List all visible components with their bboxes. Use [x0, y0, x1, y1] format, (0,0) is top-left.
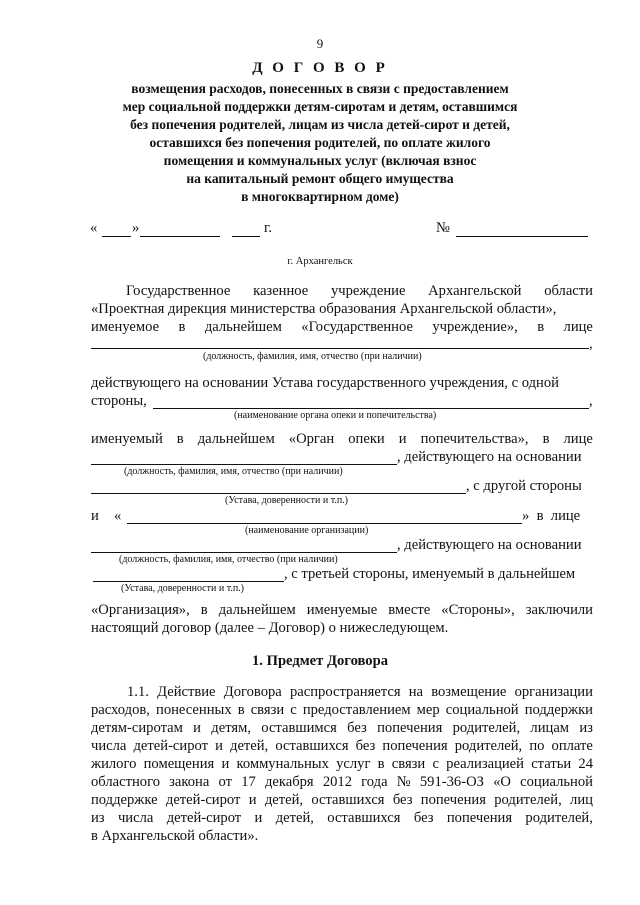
word: Архангельской: [428, 283, 522, 299]
word: жилого: [91, 756, 137, 772]
caption-position-name-3: (должность, фамилия, имя, отчество (при наличии): [119, 554, 338, 565]
word: родителей,: [525, 810, 593, 826]
word: без: [355, 738, 376, 754]
paragraph-line: [91, 319, 593, 336]
word: казенное: [253, 283, 309, 299]
word: связи: [391, 756, 426, 772]
word: детям-сиротам: [91, 720, 183, 736]
word: помещения: [143, 756, 215, 772]
paragraph-text: и: [91, 508, 99, 524]
position-name-blank-3[interactable]: [91, 552, 397, 553]
word: детей,: [264, 792, 304, 808]
word: из: [579, 720, 593, 736]
word: связи: [250, 702, 285, 718]
word: опеки: [348, 431, 385, 447]
word: именуемый: [91, 431, 163, 447]
word: детей-сирот: [166, 810, 242, 826]
word: в: [237, 702, 245, 718]
word: без: [392, 792, 413, 808]
section-title: 1. Предмет Договора: [252, 653, 388, 669]
word: поддержке: [91, 792, 158, 808]
clause-line: [91, 810, 593, 827]
word: родителей,: [454, 738, 523, 754]
word: услуг: [336, 756, 371, 772]
caption-charter: (Устава, доверенности и т.п.): [225, 495, 348, 506]
word: №: [396, 774, 411, 790]
word: 1.1.: [127, 684, 149, 700]
word: «О: [493, 774, 511, 790]
word: закона: [169, 774, 210, 790]
word: «Государственное: [301, 319, 413, 335]
word: в: [542, 431, 550, 447]
subtitle-line: возмещения расходов, понесенных в связи с предоставлением: [131, 81, 509, 96]
word: «Организация»,: [91, 602, 190, 618]
word: предоставлением: [302, 702, 411, 718]
word: попечительства»,: [420, 431, 529, 447]
word: учреждение»,: [432, 319, 518, 335]
word: именуемое: [91, 319, 160, 335]
word: года: [361, 774, 388, 790]
word: реализацией: [446, 756, 524, 772]
word: родителей,: [452, 720, 521, 736]
word: в: [200, 602, 208, 618]
clause-line: [127, 684, 593, 701]
comma: ,: [589, 336, 593, 352]
organization-blank[interactable]: [127, 523, 522, 524]
word: лиц: [570, 792, 593, 808]
word: дальнейшем: [197, 431, 275, 447]
paragraph-line: [91, 602, 593, 619]
word: попечения: [420, 792, 486, 808]
word: дальнейшем: [204, 319, 282, 335]
clause-line: [91, 720, 593, 737]
word: попечения: [446, 810, 513, 826]
word: Договора: [223, 684, 282, 700]
year-suffix: г.: [264, 220, 272, 236]
subtitle-line: оставшихся без попечения родителей, по оплате жилого: [149, 135, 491, 150]
word: вместе: [388, 602, 431, 618]
caption-position-name: (должность, фамилия, имя, отчество (при наличии): [203, 351, 422, 362]
subtitle-line: помещения и коммунальных услуг (включая взнос: [163, 153, 477, 168]
paragraph-text: , действующего на основании: [397, 537, 582, 553]
clause-line: [91, 738, 593, 755]
word: «Стороны»,: [441, 602, 515, 618]
word: на: [408, 684, 424, 700]
word: 591-36-ОЗ: [419, 774, 484, 790]
word: 2012: [322, 774, 352, 790]
word: именуемые: [306, 602, 378, 618]
subtitle-line: на капитальный ремонт общего имущества: [186, 171, 454, 186]
subtitle-line: без попечения родителей, лицам из числа детей-сирот и детей,: [130, 117, 510, 132]
subtitle-line: мер социальной поддержки детям-сиротам и детям, оставшимся: [122, 99, 518, 114]
paragraph-text: » в лице: [522, 508, 581, 524]
comma: ,: [589, 393, 593, 409]
word: оставшихся: [275, 738, 349, 754]
paragraph-text: стороны,: [91, 393, 147, 409]
word: лице: [563, 431, 593, 447]
word: и: [398, 431, 407, 447]
word: от: [218, 774, 233, 790]
year-blank[interactable]: [232, 236, 260, 237]
word: понесенных: [156, 702, 232, 718]
word: распространяется: [289, 684, 401, 700]
position-name-blank-2[interactable]: [91, 464, 397, 465]
caption-guardianship: (наименование органа опеки и попечительства): [234, 410, 437, 421]
word: социальной: [520, 774, 593, 790]
contract-number-blank[interactable]: [456, 236, 588, 237]
word: из: [91, 810, 105, 826]
caption-charter-2: (Устава, доверенности и т.п.): [121, 583, 244, 594]
word: детям,: [211, 720, 251, 736]
paragraph-line: настоящий договор (далее – Договор) о нижеследующем.: [91, 620, 449, 636]
word: 17: [241, 774, 256, 790]
guardianship-blank[interactable]: [153, 408, 589, 409]
word: попечения: [377, 720, 443, 736]
charter-blank-2[interactable]: [93, 581, 284, 582]
paragraph-text: , с другой стороны: [466, 478, 582, 494]
position-name-blank[interactable]: [91, 348, 589, 349]
day-blank[interactable]: [102, 236, 131, 237]
word: детей-сирот: [165, 792, 241, 808]
word: области: [544, 283, 593, 299]
clause-line: [91, 702, 593, 719]
word: в: [176, 431, 184, 447]
word: статьи: [531, 756, 572, 772]
word: 24: [578, 756, 593, 772]
word: в: [178, 319, 186, 335]
word: социальной: [445, 702, 519, 718]
word: попечения: [382, 738, 448, 754]
word: и: [248, 792, 257, 808]
word: числа: [91, 738, 127, 754]
word: числа: [117, 810, 154, 826]
word: заключили: [525, 602, 593, 618]
word: оставшимся: [261, 720, 337, 736]
word: в: [377, 756, 385, 772]
word: коммунальных: [236, 756, 329, 772]
page-number: 9: [316, 36, 324, 51]
word: областного: [91, 774, 160, 790]
word: и: [221, 756, 230, 772]
paragraph-line: [91, 431, 593, 448]
word: оплате: [551, 738, 593, 754]
word: и: [254, 810, 263, 826]
paragraph-text: , с третьей стороны, именуемый в дальнейшем: [284, 566, 576, 582]
city: г. Архангельск: [287, 256, 353, 267]
clause-line: в Архангельской области».: [91, 828, 259, 844]
paragraph-text: , действующего на основании: [397, 449, 582, 465]
word: детей,: [230, 738, 269, 754]
word: оставшихся: [311, 792, 385, 808]
word: декабря: [264, 774, 314, 790]
open-quote: «: [114, 508, 122, 524]
document-title: Д О Г О В О Р: [252, 60, 388, 76]
word: Государственное: [126, 283, 231, 299]
word: родителей,: [494, 792, 562, 808]
word: и: [193, 720, 201, 736]
word: лице: [563, 319, 593, 335]
date-open-quote: «: [90, 220, 98, 236]
word: поддержки: [524, 702, 593, 718]
word: Действие: [157, 684, 216, 700]
word: расходов,: [91, 702, 150, 718]
subtitle-line: в многоквартирном доме): [241, 189, 399, 204]
word: дальнейшем: [218, 602, 296, 618]
month-blank[interactable]: [140, 236, 220, 237]
word: учреждение: [330, 283, 406, 299]
word: без: [413, 810, 434, 826]
word: по: [529, 738, 545, 754]
word: и: [215, 738, 223, 754]
word: мер: [416, 702, 440, 718]
paragraph-line: [126, 283, 593, 300]
charter-blank[interactable]: [91, 493, 466, 494]
paragraph-line: «Проектная дирекция министерства образования Архангельской области»,: [91, 301, 557, 317]
word: с: [432, 756, 439, 772]
number-sign: №: [436, 220, 450, 236]
word: организации: [514, 684, 593, 700]
word: детей,: [275, 810, 314, 826]
caption-organization: (наименование организации): [245, 525, 369, 536]
paragraph-line: действующего на основании Устава государственного учреждения, с одной: [91, 375, 559, 391]
word: оставшихся: [327, 810, 401, 826]
word: с: [290, 702, 297, 718]
clause-line: [91, 792, 593, 809]
word: без: [347, 720, 367, 736]
word: в: [537, 319, 545, 335]
date-close-quote: »: [132, 220, 140, 236]
clause-line: [91, 774, 593, 791]
caption-position-name-2: (должность, фамилия, имя, отчество (при наличии): [124, 466, 343, 477]
word: детей-сирот: [133, 738, 208, 754]
clause-line: [91, 756, 593, 773]
word: лицам: [530, 720, 570, 736]
word: «Орган: [288, 431, 335, 447]
word: возмещение: [431, 684, 507, 700]
